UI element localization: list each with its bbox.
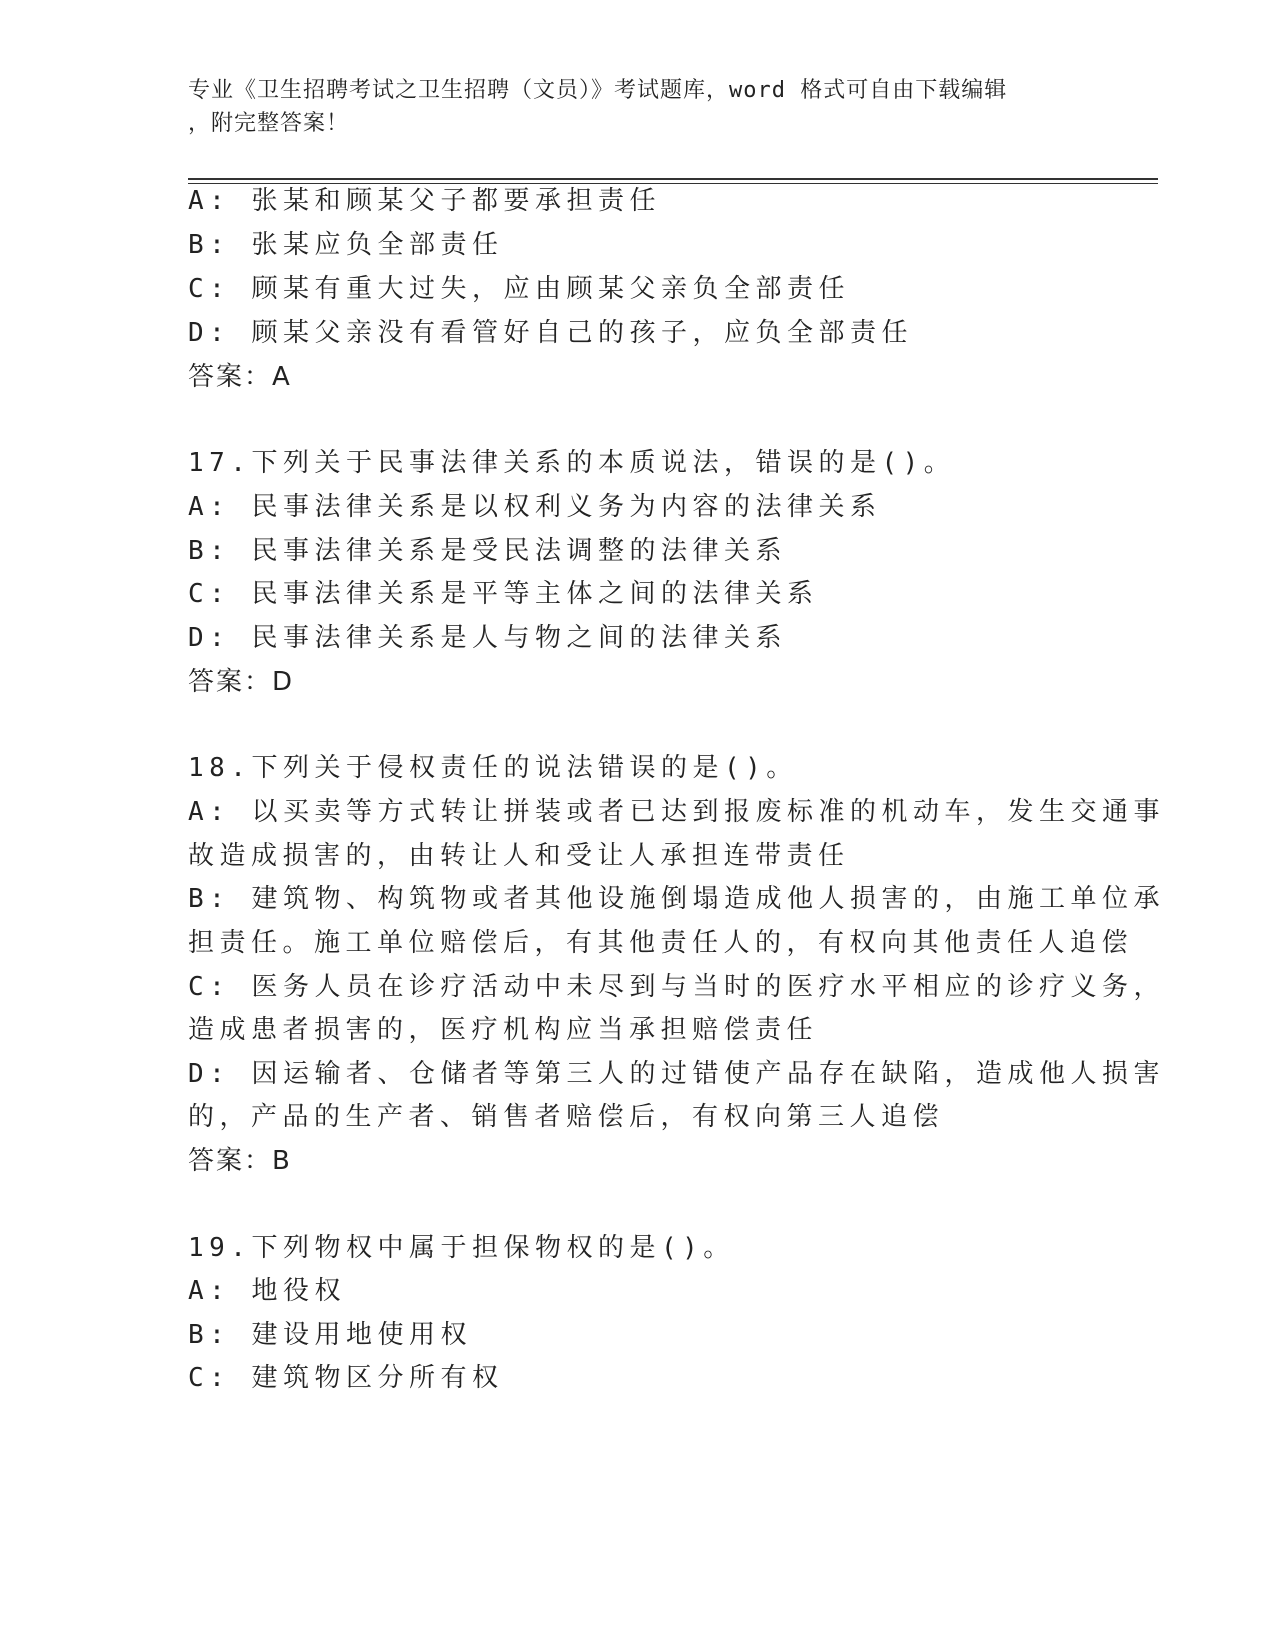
q17-question: 17.下列关于民事法律关系的本质说法，错误的是()。 <box>188 448 956 478</box>
q18-option-d-line-2: 的，产品的生产者、销售者赔偿后，有权向第三人追偿 <box>188 1102 945 1132</box>
q16-answer: 答案：A <box>188 362 292 392</box>
q18-option-c-line-1: C: 医务人员在诊疗活动中未尽到与当时的医疗水平相应的诊疗义务， <box>188 972 1165 1002</box>
q19-question: 19.下列物权中属于担保物权的是()。 <box>188 1233 735 1263</box>
q16-option-d: D: 顾某父亲没有看管好自己的孩子，应负全部责任 <box>188 318 913 348</box>
q19-option-a: A: 地役权 <box>188 1276 346 1306</box>
q18-option-c-line-2: 造成患者损害的，医疗机构应当承担赔偿责任 <box>188 1015 819 1045</box>
q17-option-d: D: 民事法律关系是人与物之间的法律关系 <box>188 623 787 653</box>
q17-option-c: C: 民事法律关系是平等主体之间的法律关系 <box>188 579 819 609</box>
q17-option-a: A: 民事法律关系是以权利义务为内容的法律关系 <box>188 492 882 522</box>
q16-option-b: B: 张某应负全部责任 <box>188 230 504 260</box>
header-rule-thick <box>188 178 1158 180</box>
q18-option-a-line-2: 故造成损害的，由转让人和受让人承担连带责任 <box>188 841 850 871</box>
document-header <box>188 74 1068 140</box>
q19-option-b: B: 建设用地使用权 <box>188 1320 472 1350</box>
q16-option-a: A: 张某和顾某父子都要承担责任 <box>188 186 661 216</box>
q17-option-b: B: 民事法律关系是受民法调整的法律关系 <box>188 536 787 566</box>
q18-answer: 答案：B <box>188 1146 292 1176</box>
q18-question: 18.下列关于侵权责任的说法错误的是()。 <box>188 753 798 783</box>
q18-option-a-line-1: A: 以买卖等方式转让拼装或者已达到报废标准的机动车，发生交通事 <box>188 797 1165 827</box>
header-line-2: ，附完整答案！ <box>188 111 350 136</box>
q16-option-c: C: 顾某有重大过失，应由顾某父亲负全部责任 <box>188 274 850 304</box>
q19-option-c: C: 建筑物区分所有权 <box>188 1363 504 1393</box>
q18-option-d-line-1: D: 因运输者、仓储者等第三人的过错使产品存在缺陷，造成他人损害 <box>188 1059 1165 1089</box>
q18-option-b-line-1: B: 建筑物、构筑物或者其他设施倒塌造成他人损害的，由施工单位承 <box>188 884 1165 914</box>
q17-answer: 答案：D <box>188 667 295 697</box>
header-line-1: 专业《卫生招聘考试之卫生招聘（文员）》考试题库，word 格式可自由下载编辑 <box>188 78 1008 103</box>
q18-option-b-line-2: 担责任。施工单位赔偿后，有其他责任人的，有权向其他责任人追偿 <box>188 928 1134 958</box>
